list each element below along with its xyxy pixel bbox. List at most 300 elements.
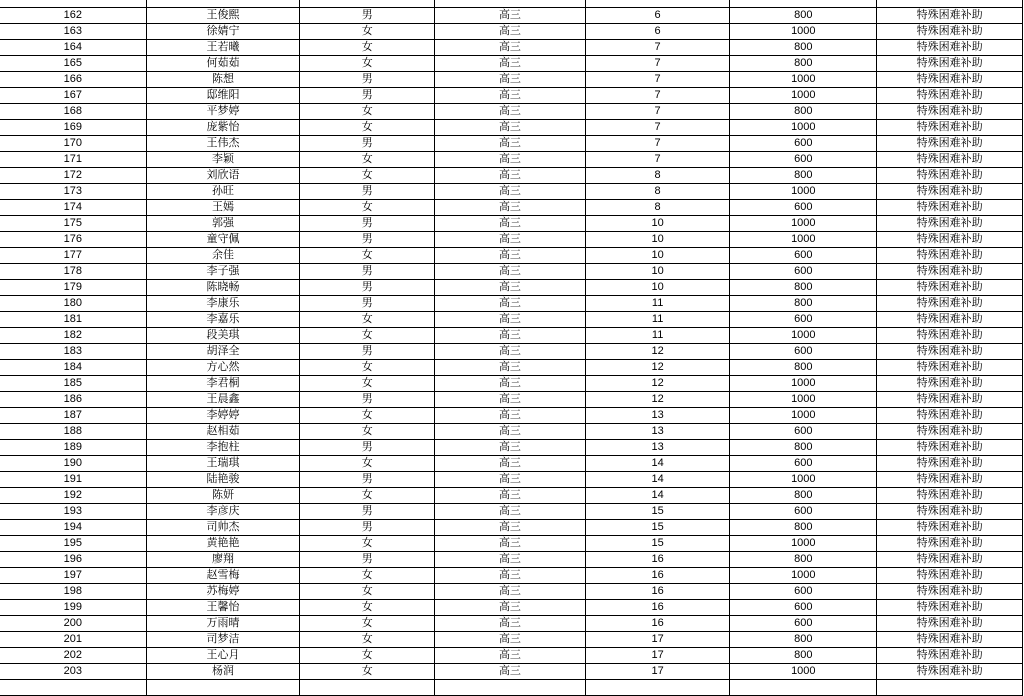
- class-cell[interactable]: 15: [585, 520, 730, 536]
- name-cell[interactable]: 司帅杰: [146, 520, 300, 536]
- row-number-cell[interactable]: 172: [0, 168, 146, 184]
- gender-cell[interactable]: 男: [300, 72, 435, 88]
- category-cell[interactable]: 特殊困难补助: [877, 360, 1023, 376]
- name-cell[interactable]: 李嘉乐: [146, 312, 300, 328]
- category-cell[interactable]: 特殊困难补助: [877, 136, 1023, 152]
- amount-cell[interactable]: 600: [730, 248, 877, 264]
- category-cell[interactable]: 特殊困难补助: [877, 328, 1023, 344]
- name-cell[interactable]: 李康乐: [146, 296, 300, 312]
- gender-cell[interactable]: 女: [300, 56, 435, 72]
- class-cell[interactable]: 12: [585, 344, 730, 360]
- grade-cell[interactable]: 高三: [435, 200, 586, 216]
- class-cell[interactable]: 14: [585, 488, 730, 504]
- name-cell[interactable]: 庞紫怡: [146, 120, 300, 136]
- row-number-cell[interactable]: 194: [0, 520, 146, 536]
- category-cell[interactable]: 特殊困难补助: [877, 40, 1023, 56]
- amount-cell[interactable]: 600: [730, 600, 877, 616]
- class-cell[interactable]: 17: [585, 632, 730, 648]
- name-cell[interactable]: 胡泽全: [146, 344, 300, 360]
- grade-cell[interactable]: 高三: [435, 536, 586, 552]
- name-cell[interactable]: 李子强: [146, 264, 300, 280]
- class-cell[interactable]: 11: [585, 328, 730, 344]
- grade-cell[interactable]: 高三: [435, 504, 586, 520]
- amount-cell[interactable]: 800: [730, 8, 877, 24]
- category-cell[interactable]: 特殊困难补助: [877, 8, 1023, 24]
- gender-cell[interactable]: 男: [300, 136, 435, 152]
- category-cell[interactable]: 特殊困难补助: [877, 504, 1023, 520]
- gender-cell[interactable]: 女: [300, 248, 435, 264]
- name-cell[interactable]: 陈想: [146, 72, 300, 88]
- gender-cell[interactable]: 女: [300, 600, 435, 616]
- grade-cell[interactable]: 高三: [435, 424, 586, 440]
- amount-cell[interactable]: 1000: [730, 408, 877, 424]
- class-cell[interactable]: 15: [585, 536, 730, 552]
- gender-cell[interactable]: 女: [300, 456, 435, 472]
- class-cell[interactable]: [585, 0, 730, 8]
- row-number-cell[interactable]: 174: [0, 200, 146, 216]
- grade-cell[interactable]: 高三: [435, 136, 586, 152]
- row-number-cell[interactable]: 200: [0, 616, 146, 632]
- grade-cell[interactable]: 高三: [435, 520, 586, 536]
- category-cell[interactable]: 特殊困难补助: [877, 56, 1023, 72]
- gender-cell[interactable]: 男: [300, 344, 435, 360]
- name-cell[interactable]: 陆艳骏: [146, 472, 300, 488]
- category-cell[interactable]: 特殊困难补助: [877, 280, 1023, 296]
- gender-cell[interactable]: 男: [300, 440, 435, 456]
- row-number-cell[interactable]: 193: [0, 504, 146, 520]
- name-cell[interactable]: 刘欣语: [146, 168, 300, 184]
- category-cell[interactable]: 特殊困难补助: [877, 568, 1023, 584]
- amount-cell[interactable]: 600: [730, 264, 877, 280]
- grade-cell[interactable]: 高三: [435, 40, 586, 56]
- row-number-cell[interactable]: 191: [0, 472, 146, 488]
- row-number-cell[interactable]: 168: [0, 104, 146, 120]
- category-cell[interactable]: 特殊困难补助: [877, 88, 1023, 104]
- grade-cell[interactable]: [435, 0, 586, 8]
- gender-cell[interactable]: 男: [300, 552, 435, 568]
- amount-cell[interactable]: 1000: [730, 664, 877, 680]
- grade-cell[interactable]: 高三: [435, 24, 586, 40]
- class-cell[interactable]: 8: [585, 168, 730, 184]
- class-cell[interactable]: 13: [585, 408, 730, 424]
- class-cell[interactable]: 7: [585, 88, 730, 104]
- gender-cell[interactable]: 男: [300, 280, 435, 296]
- amount-cell[interactable]: 800: [730, 280, 877, 296]
- grade-cell[interactable]: 高三: [435, 568, 586, 584]
- class-cell[interactable]: 7: [585, 152, 730, 168]
- grade-cell[interactable]: 高三: [435, 8, 586, 24]
- amount-cell[interactable]: 1000: [730, 88, 877, 104]
- row-number-cell[interactable]: 181: [0, 312, 146, 328]
- gender-cell[interactable]: 女: [300, 24, 435, 40]
- class-cell[interactable]: 16: [585, 584, 730, 600]
- grade-cell[interactable]: 高三: [435, 168, 586, 184]
- amount-cell[interactable]: 1000: [730, 392, 877, 408]
- amount-cell[interactable]: 800: [730, 552, 877, 568]
- class-cell[interactable]: 14: [585, 472, 730, 488]
- name-cell[interactable]: 万雨晴: [146, 616, 300, 632]
- amount-cell[interactable]: 1000: [730, 24, 877, 40]
- row-number-cell[interactable]: [0, 680, 146, 695]
- amount-cell[interactable]: 1000: [730, 216, 877, 232]
- amount-cell[interactable]: 600: [730, 312, 877, 328]
- category-cell[interactable]: 特殊困难补助: [877, 552, 1023, 568]
- name-cell[interactable]: 王若曦: [146, 40, 300, 56]
- grade-cell[interactable]: 高三: [435, 232, 586, 248]
- grade-cell[interactable]: 高三: [435, 360, 586, 376]
- category-cell[interactable]: 特殊困难补助: [877, 616, 1023, 632]
- name-cell[interactable]: 李婷婷: [146, 408, 300, 424]
- category-cell[interactable]: 特殊困难补助: [877, 392, 1023, 408]
- row-number-cell[interactable]: 165: [0, 56, 146, 72]
- grade-cell[interactable]: 高三: [435, 664, 586, 680]
- gender-cell[interactable]: 女: [300, 152, 435, 168]
- name-cell[interactable]: 廖翔: [146, 552, 300, 568]
- amount-cell[interactable]: 1000: [730, 472, 877, 488]
- grade-cell[interactable]: 高三: [435, 328, 586, 344]
- amount-cell[interactable]: 1000: [730, 568, 877, 584]
- row-number-cell[interactable]: 197: [0, 568, 146, 584]
- grade-cell[interactable]: 高三: [435, 216, 586, 232]
- category-cell[interactable]: 特殊困难补助: [877, 456, 1023, 472]
- amount-cell[interactable]: 600: [730, 152, 877, 168]
- grade-cell[interactable]: 高三: [435, 344, 586, 360]
- amount-cell[interactable]: 1000: [730, 232, 877, 248]
- class-cell[interactable]: 7: [585, 104, 730, 120]
- class-cell[interactable]: 10: [585, 216, 730, 232]
- row-number-cell[interactable]: 173: [0, 184, 146, 200]
- class-cell[interactable]: 7: [585, 72, 730, 88]
- name-cell[interactable]: 段美琪: [146, 328, 300, 344]
- name-cell[interactable]: 王嫣: [146, 200, 300, 216]
- amount-cell[interactable]: 800: [730, 632, 877, 648]
- gender-cell[interactable]: 男: [300, 88, 435, 104]
- class-cell[interactable]: 11: [585, 312, 730, 328]
- gender-cell[interactable]: [300, 680, 435, 695]
- category-cell[interactable]: 特殊困难补助: [877, 600, 1023, 616]
- gender-cell[interactable]: 男: [300, 184, 435, 200]
- name-cell[interactable]: 王馨怡: [146, 600, 300, 616]
- amount-cell[interactable]: 1000: [730, 120, 877, 136]
- name-cell[interactable]: [146, 680, 300, 695]
- class-cell[interactable]: 16: [585, 568, 730, 584]
- grade-cell[interactable]: [435, 680, 586, 695]
- grade-cell[interactable]: 高三: [435, 440, 586, 456]
- name-cell[interactable]: 王俊熙: [146, 8, 300, 24]
- amount-cell[interactable]: 1000: [730, 328, 877, 344]
- category-cell[interactable]: 特殊困难补助: [877, 648, 1023, 664]
- grade-cell[interactable]: 高三: [435, 56, 586, 72]
- amount-cell[interactable]: 600: [730, 424, 877, 440]
- row-number-cell[interactable]: 162: [0, 8, 146, 24]
- name-cell[interactable]: 王伟杰: [146, 136, 300, 152]
- amount-cell[interactable]: 800: [730, 296, 877, 312]
- gender-cell[interactable]: 女: [300, 536, 435, 552]
- class-cell[interactable]: 8: [585, 200, 730, 216]
- grade-cell[interactable]: 高三: [435, 184, 586, 200]
- name-cell[interactable]: 王瑞琪: [146, 456, 300, 472]
- amount-cell[interactable]: 800: [730, 56, 877, 72]
- amount-cell[interactable]: 800: [730, 488, 877, 504]
- gender-cell[interactable]: 女: [300, 408, 435, 424]
- name-cell[interactable]: 李君桐: [146, 376, 300, 392]
- row-number-cell[interactable]: 167: [0, 88, 146, 104]
- gender-cell[interactable]: 男: [300, 8, 435, 24]
- name-cell[interactable]: 苏梅婷: [146, 584, 300, 600]
- category-cell[interactable]: 特殊困难补助: [877, 200, 1023, 216]
- name-cell[interactable]: 陈晓畅: [146, 280, 300, 296]
- row-number-cell[interactable]: 184: [0, 360, 146, 376]
- row-number-cell[interactable]: 182: [0, 328, 146, 344]
- gender-cell[interactable]: 女: [300, 616, 435, 632]
- category-cell[interactable]: 特殊困难补助: [877, 472, 1023, 488]
- amount-cell[interactable]: 800: [730, 168, 877, 184]
- amount-cell[interactable]: 800: [730, 520, 877, 536]
- grade-cell[interactable]: 高三: [435, 584, 586, 600]
- gender-cell[interactable]: 女: [300, 104, 435, 120]
- category-cell[interactable]: 特殊困难补助: [877, 104, 1023, 120]
- class-cell[interactable]: 6: [585, 24, 730, 40]
- category-cell[interactable]: 特殊困难补助: [877, 184, 1023, 200]
- class-cell[interactable]: 13: [585, 440, 730, 456]
- row-number-cell[interactable]: 171: [0, 152, 146, 168]
- class-cell[interactable]: 16: [585, 600, 730, 616]
- row-number-cell[interactable]: 180: [0, 296, 146, 312]
- gender-cell[interactable]: 女: [300, 312, 435, 328]
- grade-cell[interactable]: 高三: [435, 456, 586, 472]
- grade-cell[interactable]: 高三: [435, 648, 586, 664]
- grade-cell[interactable]: 高三: [435, 264, 586, 280]
- class-cell[interactable]: 7: [585, 120, 730, 136]
- row-number-cell[interactable]: 203: [0, 664, 146, 680]
- class-cell[interactable]: 8: [585, 184, 730, 200]
- grade-cell[interactable]: 高三: [435, 488, 586, 504]
- category-cell[interactable]: 特殊困难补助: [877, 152, 1023, 168]
- name-cell[interactable]: 李颖: [146, 152, 300, 168]
- amount-cell[interactable]: 600: [730, 200, 877, 216]
- class-cell[interactable]: 12: [585, 360, 730, 376]
- name-cell[interactable]: 李彦庆: [146, 504, 300, 520]
- grade-cell[interactable]: 高三: [435, 392, 586, 408]
- amount-cell[interactable]: 600: [730, 136, 877, 152]
- class-cell[interactable]: 7: [585, 40, 730, 56]
- row-number-cell[interactable]: 201: [0, 632, 146, 648]
- category-cell[interactable]: 特殊困难补助: [877, 632, 1023, 648]
- row-number-cell[interactable]: 163: [0, 24, 146, 40]
- grade-cell[interactable]: 高三: [435, 120, 586, 136]
- gender-cell[interactable]: 女: [300, 664, 435, 680]
- class-cell[interactable]: 10: [585, 280, 730, 296]
- name-cell[interactable]: 孙旺: [146, 184, 300, 200]
- gender-cell[interactable]: 男: [300, 264, 435, 280]
- grade-cell[interactable]: 高三: [435, 376, 586, 392]
- gender-cell[interactable]: 女: [300, 424, 435, 440]
- grade-cell[interactable]: 高三: [435, 280, 586, 296]
- name-cell[interactable]: 司梦洁: [146, 632, 300, 648]
- name-cell[interactable]: 余佳: [146, 248, 300, 264]
- row-number-cell[interactable]: 196: [0, 552, 146, 568]
- category-cell[interactable]: [877, 680, 1023, 695]
- grade-cell[interactable]: 高三: [435, 472, 586, 488]
- class-cell[interactable]: 16: [585, 552, 730, 568]
- row-number-cell[interactable]: 198: [0, 584, 146, 600]
- name-cell[interactable]: 李抱柱: [146, 440, 300, 456]
- gender-cell[interactable]: 女: [300, 568, 435, 584]
- row-number-cell[interactable]: 195: [0, 536, 146, 552]
- category-cell[interactable]: 特殊困难补助: [877, 408, 1023, 424]
- name-cell[interactable]: [146, 0, 300, 8]
- class-cell[interactable]: 14: [585, 456, 730, 472]
- row-number-cell[interactable]: 186: [0, 392, 146, 408]
- amount-cell[interactable]: [730, 0, 877, 8]
- class-cell[interactable]: 11: [585, 296, 730, 312]
- row-number-cell[interactable]: 176: [0, 232, 146, 248]
- class-cell[interactable]: 15: [585, 504, 730, 520]
- row-number-cell[interactable]: 170: [0, 136, 146, 152]
- row-number-cell[interactable]: 169: [0, 120, 146, 136]
- class-cell[interactable]: 10: [585, 232, 730, 248]
- grade-cell[interactable]: 高三: [435, 72, 586, 88]
- name-cell[interactable]: 郭强: [146, 216, 300, 232]
- class-cell[interactable]: 7: [585, 56, 730, 72]
- category-cell[interactable]: 特殊困难补助: [877, 520, 1023, 536]
- row-number-cell[interactable]: 164: [0, 40, 146, 56]
- gender-cell[interactable]: 女: [300, 376, 435, 392]
- category-cell[interactable]: 特殊困难补助: [877, 536, 1023, 552]
- row-number-cell[interactable]: 189: [0, 440, 146, 456]
- gender-cell[interactable]: 女: [300, 584, 435, 600]
- amount-cell[interactable]: 600: [730, 616, 877, 632]
- amount-cell[interactable]: 1000: [730, 184, 877, 200]
- name-cell[interactable]: 杨润: [146, 664, 300, 680]
- category-cell[interactable]: 特殊困难补助: [877, 424, 1023, 440]
- gender-cell[interactable]: 女: [300, 168, 435, 184]
- grade-cell[interactable]: 高三: [435, 312, 586, 328]
- gender-cell[interactable]: 男: [300, 232, 435, 248]
- category-cell[interactable]: 特殊困难补助: [877, 584, 1023, 600]
- category-cell[interactable]: 特殊困难补助: [877, 312, 1023, 328]
- grade-cell[interactable]: 高三: [435, 88, 586, 104]
- amount-cell[interactable]: 800: [730, 40, 877, 56]
- class-cell[interactable]: [585, 680, 730, 695]
- name-cell[interactable]: 黄艳艳: [146, 536, 300, 552]
- category-cell[interactable]: 特殊困难补助: [877, 72, 1023, 88]
- category-cell[interactable]: 特殊困难补助: [877, 488, 1023, 504]
- grade-cell[interactable]: 高三: [435, 408, 586, 424]
- category-cell[interactable]: [877, 0, 1023, 8]
- amount-cell[interactable]: 600: [730, 344, 877, 360]
- grade-cell[interactable]: 高三: [435, 152, 586, 168]
- name-cell[interactable]: 赵雪梅: [146, 568, 300, 584]
- grade-cell[interactable]: 高三: [435, 552, 586, 568]
- name-cell[interactable]: 童守佩: [146, 232, 300, 248]
- amount-cell[interactable]: 800: [730, 440, 877, 456]
- grade-cell[interactable]: 高三: [435, 296, 586, 312]
- amount-cell[interactable]: 600: [730, 456, 877, 472]
- name-cell[interactable]: 王晨鑫: [146, 392, 300, 408]
- gender-cell[interactable]: 女: [300, 200, 435, 216]
- class-cell[interactable]: 13: [585, 424, 730, 440]
- name-cell[interactable]: 平梦婷: [146, 104, 300, 120]
- gender-cell[interactable]: 男: [300, 472, 435, 488]
- category-cell[interactable]: 特殊困难补助: [877, 232, 1023, 248]
- row-number-cell[interactable]: 188: [0, 424, 146, 440]
- amount-cell[interactable]: 800: [730, 648, 877, 664]
- class-cell[interactable]: 12: [585, 392, 730, 408]
- name-cell[interactable]: 陈妍: [146, 488, 300, 504]
- class-cell[interactable]: 6: [585, 8, 730, 24]
- name-cell[interactable]: 邸维阳: [146, 88, 300, 104]
- gender-cell[interactable]: 男: [300, 392, 435, 408]
- name-cell[interactable]: 赵相茹: [146, 424, 300, 440]
- amount-cell[interactable]: 1000: [730, 376, 877, 392]
- category-cell[interactable]: 特殊困难补助: [877, 120, 1023, 136]
- row-number-cell[interactable]: 202: [0, 648, 146, 664]
- category-cell[interactable]: 特殊困难补助: [877, 168, 1023, 184]
- category-cell[interactable]: 特殊困难补助: [877, 216, 1023, 232]
- amount-cell[interactable]: [730, 680, 877, 695]
- class-cell[interactable]: 16: [585, 616, 730, 632]
- category-cell[interactable]: 特殊困难补助: [877, 440, 1023, 456]
- gender-cell[interactable]: 女: [300, 648, 435, 664]
- amount-cell[interactable]: 800: [730, 360, 877, 376]
- class-cell[interactable]: 12: [585, 376, 730, 392]
- category-cell[interactable]: 特殊困难补助: [877, 296, 1023, 312]
- gender-cell[interactable]: [300, 0, 435, 8]
- name-cell[interactable]: 徐婧宁: [146, 24, 300, 40]
- name-cell[interactable]: 何茹茹: [146, 56, 300, 72]
- grade-cell[interactable]: 高三: [435, 616, 586, 632]
- class-cell[interactable]: 17: [585, 664, 730, 680]
- row-number-cell[interactable]: 183: [0, 344, 146, 360]
- category-cell[interactable]: 特殊困难补助: [877, 248, 1023, 264]
- gender-cell[interactable]: 女: [300, 488, 435, 504]
- category-cell[interactable]: 特殊困难补助: [877, 344, 1023, 360]
- gender-cell[interactable]: 女: [300, 632, 435, 648]
- gender-cell[interactable]: 男: [300, 520, 435, 536]
- grade-cell[interactable]: 高三: [435, 632, 586, 648]
- gender-cell[interactable]: 男: [300, 216, 435, 232]
- row-number-cell[interactable]: 185: [0, 376, 146, 392]
- category-cell[interactable]: 特殊困难补助: [877, 24, 1023, 40]
- amount-cell[interactable]: 1000: [730, 72, 877, 88]
- class-cell[interactable]: 17: [585, 648, 730, 664]
- row-number-cell[interactable]: 187: [0, 408, 146, 424]
- gender-cell[interactable]: 女: [300, 360, 435, 376]
- name-cell[interactable]: 方心然: [146, 360, 300, 376]
- category-cell[interactable]: 特殊困难补助: [877, 376, 1023, 392]
- class-cell[interactable]: 7: [585, 136, 730, 152]
- gender-cell[interactable]: 女: [300, 40, 435, 56]
- row-number-cell[interactable]: 190: [0, 456, 146, 472]
- row-number-cell[interactable]: 179: [0, 280, 146, 296]
- row-number-cell[interactable]: 178: [0, 264, 146, 280]
- row-number-cell[interactable]: 175: [0, 216, 146, 232]
- grade-cell[interactable]: 高三: [435, 104, 586, 120]
- grade-cell[interactable]: 高三: [435, 248, 586, 264]
- gender-cell[interactable]: 男: [300, 296, 435, 312]
- category-cell[interactable]: 特殊困难补助: [877, 264, 1023, 280]
- row-number-cell[interactable]: 199: [0, 600, 146, 616]
- grade-cell[interactable]: 高三: [435, 600, 586, 616]
- amount-cell[interactable]: 600: [730, 584, 877, 600]
- row-number-cell[interactable]: 192: [0, 488, 146, 504]
- row-number-cell[interactable]: [0, 0, 146, 8]
- class-cell[interactable]: 10: [585, 248, 730, 264]
- row-number-cell[interactable]: 166: [0, 72, 146, 88]
- amount-cell[interactable]: 600: [730, 504, 877, 520]
- row-number-cell[interactable]: 177: [0, 248, 146, 264]
